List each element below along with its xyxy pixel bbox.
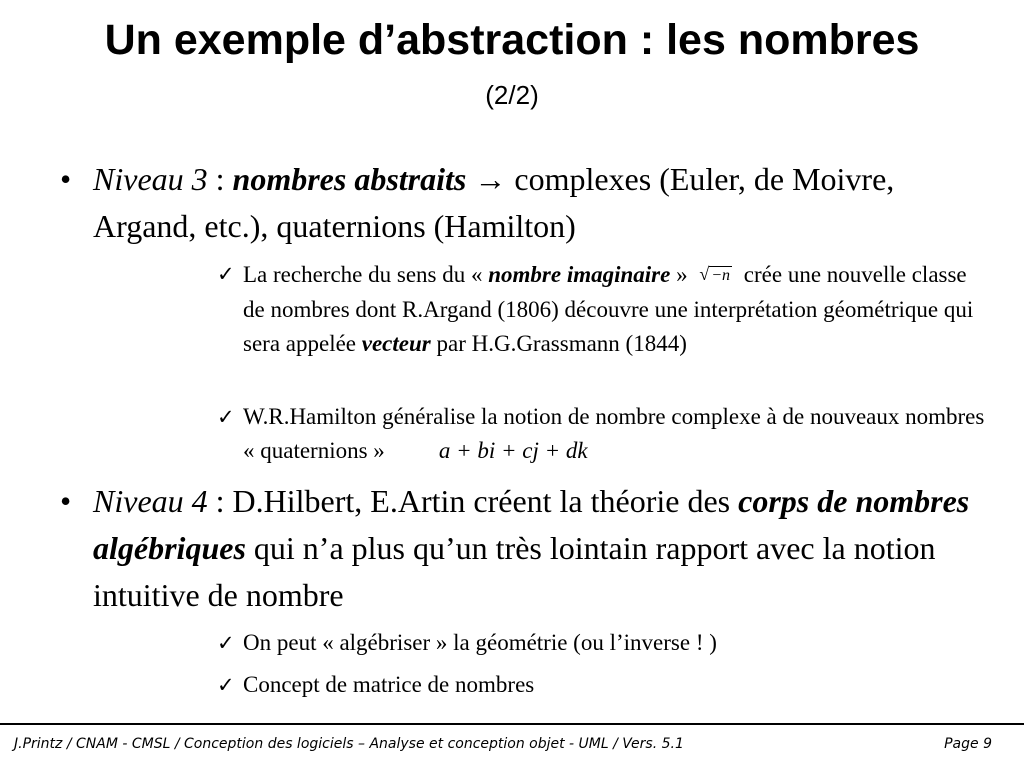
sqrt-sign: √	[699, 264, 710, 284]
subbullet-text	[243, 400, 993, 468]
emphasis-term: nombre imaginaire	[488, 262, 671, 287]
checkmark-icon: ✓	[217, 405, 235, 429]
text-segment: par H.G.Grassmann (1844)	[430, 331, 687, 356]
slide-subtitle: (2/2)	[485, 80, 539, 110]
bullet-text	[93, 478, 993, 619]
text-segment: La recherche du sens du «	[243, 262, 489, 287]
subbullet-text: On peut « algébriser » la géométrie (ou l’inverse ! )	[243, 630, 717, 655]
checkmark-icon: ✓	[217, 631, 235, 655]
separator: :	[207, 161, 233, 197]
subbullet-text: Concept de matrice de nombres	[243, 672, 535, 697]
text-segment: : D.Hilbert, E.Artin créent la théorie des	[207, 483, 739, 519]
checkmark-icon: ✓	[217, 262, 235, 286]
emphasis-term: vecteur	[361, 331, 431, 356]
arrow-symbol: →	[466, 161, 515, 197]
sqrt-argument: −n	[711, 267, 731, 284]
subbullet-text	[243, 257, 993, 361]
text-segment: »	[670, 262, 694, 287]
slide-title: Un exemple d’abstraction : les nombres	[104, 16, 920, 64]
emphasis-term: corps de nombres algébriques	[93, 483, 970, 566]
emphasis-term: nombres abstraits	[232, 161, 467, 197]
sqrt-formula	[699, 257, 732, 293]
bullet-dot: •	[60, 161, 72, 197]
checkmark-icon: ✓	[217, 673, 235, 697]
text-segment: W.R.Hamilton généralise la notion de nombre complexe à de nouveaux nombres « quaternions »	[243, 404, 985, 463]
quaternion-formula: a + bi + cj + dk	[438, 438, 588, 463]
bullet-text	[93, 156, 993, 250]
page-number: Page 9	[944, 736, 992, 752]
footer-divider	[0, 723, 1024, 725]
text-segment: crée une nouvelle classe de nombres dont R.Argand (1806) découvre une interprétation géométrique qui sera appelée	[243, 262, 974, 356]
level-label: Niveau 3	[93, 161, 208, 197]
bullet-dot: •	[60, 483, 72, 519]
text-segment: qui n’a plus qu’un très lointain rapport avec la notion intuitive de nombre	[93, 530, 936, 613]
level-label: Niveau 4	[93, 483, 208, 519]
bullet-rest: complexes (Euler, de Moivre, Argand, etc.), quaternions (Hamilton)	[93, 161, 895, 244]
footer-credits: J.Printz / CNAM - CMSL / Conception des logiciels – Analyse et conception objet - UML / Vers. 5.1	[14, 736, 684, 752]
